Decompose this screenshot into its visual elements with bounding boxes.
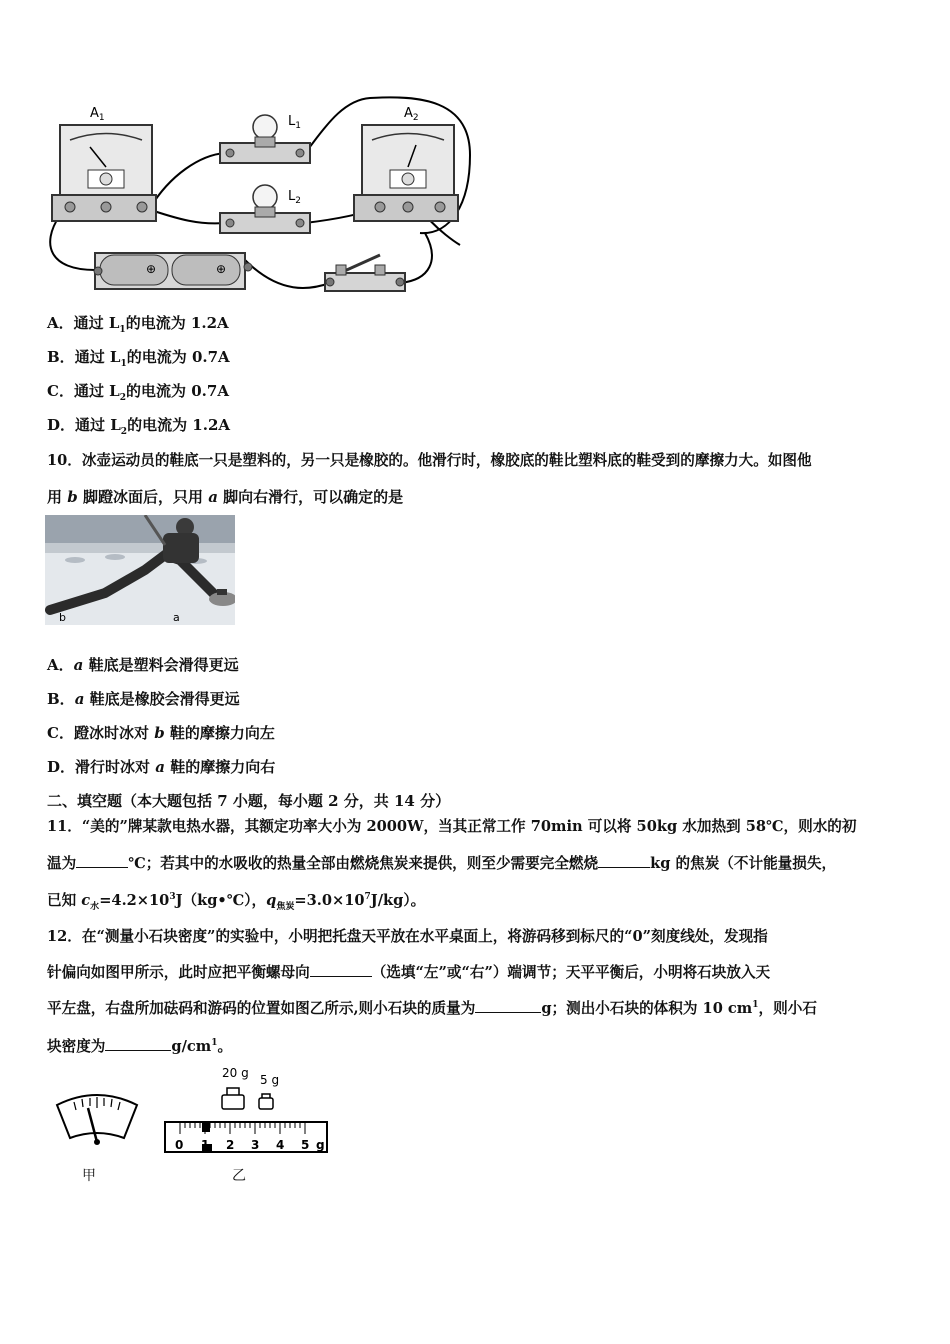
svg-text:a: a: [173, 611, 180, 624]
q10-option-d: D．滑行时冰对 a 鞋的摩擦力向右: [47, 758, 276, 776]
q10-stem-line2: 用 b 脚蹬冰面后，只用 a 脚向右滑行，可以确定的是: [47, 488, 404, 506]
wire: [245, 260, 330, 288]
ammeter-a2: [354, 106, 458, 221]
svg-text:5 g: 5 g: [260, 1073, 280, 1087]
svg-text:⊕: ⊕: [146, 262, 157, 276]
q11-line1: 11．“美的”牌某款电热水器，其额定功率大小为 2000W，当其正常工作 70min 可以将 50kg 水加热到 58℃，则水的初: [47, 818, 857, 835]
q9-option-b: B．通过 $L_1$的电流为 0.7A: [47, 348, 230, 369]
q11-blank-2[interactable]: [598, 853, 650, 868]
caption-jia: 甲: [82, 1168, 96, 1184]
switch: [325, 255, 405, 291]
svg-text:L2: $L_2$: [288, 189, 301, 206]
q12-blank-3[interactable]: [105, 1036, 171, 1051]
curling-photo: [45, 515, 235, 625]
q10-option-b: B．a 鞋底是橡胶会滑得更远: [47, 690, 240, 708]
lamp-l1: [220, 114, 310, 163]
q9-option-a: A．通过 $L_1$的电流为 1.2A: [47, 314, 229, 335]
weight-20g: [222, 1088, 244, 1109]
svg-text:20 g: 20 g: [222, 1066, 249, 1080]
wire: [50, 215, 100, 270]
ammeter-a1: [52, 106, 156, 221]
q12-blank-2[interactable]: [475, 998, 541, 1013]
section-heading: 二、填空题（本大题包括 7 小题，每小题 2 分，共 14 分）: [47, 792, 451, 810]
q11-line3: 已知 $c_水=4.2\times 10^3J(kg•℃)$，$q_{焦炭}=3.0\times 10^7J/kg$）。: [47, 892, 426, 912]
svg-text:4: 4: [276, 1138, 285, 1152]
weight-5g: [259, 1094, 273, 1109]
svg-text:⊕: ⊕: [216, 262, 227, 276]
svg-text:L1: $L_1$: [288, 114, 301, 131]
q12-line4: 块密度为 $g/cm^1$。: [47, 1038, 233, 1055]
svg-text:A2: $A_2$: [404, 106, 419, 123]
svg-text:2: 2: [226, 1138, 235, 1152]
svg-text:g: g: [316, 1138, 325, 1152]
wire: [150, 153, 225, 208]
svg-text:3: 3: [251, 1138, 260, 1152]
circuit-diagram: [40, 95, 480, 300]
q10-option-a: A．a 鞋底是塑料会滑得更远: [47, 656, 239, 674]
q10-stem-line1: 10．冰壶运动员的鞋底一只是塑料的，另一只是橡胶的。他滑行时，橡胶底的鞋比塑料底的鞋受到的摩擦力大。如图他: [47, 452, 812, 469]
q12-line2: 针偏向如图甲所示，此时应把平衡螺母向 （选填“左”或“右”）端调节；天平平衡后，小明将石块放入天: [47, 964, 771, 981]
svg-text:b: b: [59, 611, 66, 624]
q12-blank-1[interactable]: [310, 962, 372, 977]
battery-pack: [94, 253, 252, 289]
lamp-l2: [220, 185, 310, 233]
q12-line3: 平左盘，右盘所加砝码和游码的位置如图乙所示,则小石块的质量为 g；测出小石块的体积为 10 $cm^1$，则小石: [47, 1000, 817, 1017]
q10-option-c: C．蹬冰时冰对 b 鞋的摩擦力向左: [47, 724, 275, 742]
svg-text:A1: $A_1$: [90, 106, 105, 123]
q11-line2: 温为 ℃；若其中的水吸收的热量全部由燃烧焦炭来提供，则至少需要完全燃烧 kg 的焦炭（不计能量损失，: [47, 855, 837, 872]
balance-pointer-figure: [52, 1090, 142, 1150]
svg-text:5: 5: [301, 1138, 310, 1152]
svg-text:1: 1: [201, 1138, 210, 1152]
weights-and-ruler-figure: [160, 1062, 335, 1157]
caption-yi: 乙: [232, 1168, 246, 1184]
q12-line1: 12．在“测量小石块密度”的实验中，小明把托盘天平放在水平桌面上，将游码移到标尺的“0”刻度线处，发现指: [47, 928, 768, 945]
svg-text:0: 0: [175, 1138, 184, 1152]
q9-option-c: C．通过 $L_2$的电流为 0.7A: [47, 382, 229, 403]
q11-blank-1[interactable]: [76, 853, 128, 868]
q9-option-d: D．通过 $L_2$的电流为 1.2A: [47, 416, 231, 437]
ruler: [165, 1122, 327, 1152]
